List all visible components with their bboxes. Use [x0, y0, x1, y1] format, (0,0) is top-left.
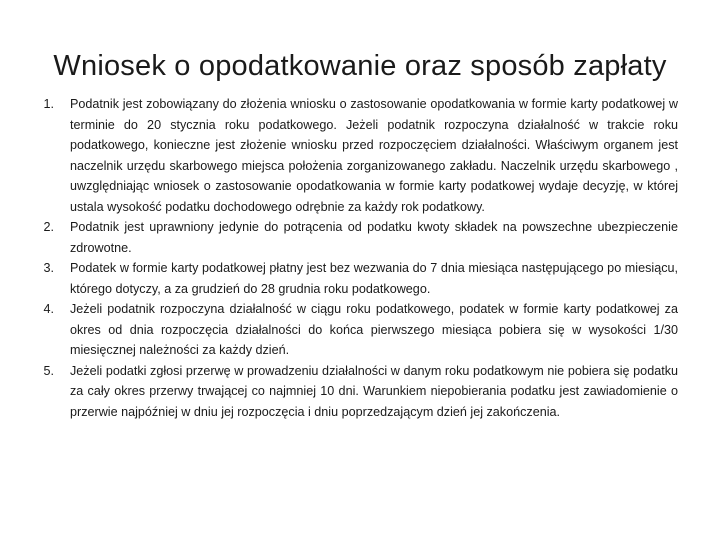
list-item: [14, 217, 678, 258]
slide-title: Wniosek o opodatkowanie oraz sposób zapłaty: [53, 50, 667, 82]
list-item-text: Jeżeli podatki zgłosi przerwę w prowadzeniu działalności w danym roku podatkowym nie pobiera się podatku za cały okres przerwy trwającej co najmniej 10 dni. Warunkiem niepobierania podatku jest zawiadomienie o przerwie najpóźniej w dniu jej rozpoczęcia i dniu poprzedzającym dzień jej zakończenia.: [70, 363, 678, 419]
list-item-number: 4.: [43, 302, 54, 316]
list-item-number: 2.: [43, 220, 54, 234]
list-item: [14, 258, 678, 299]
list-item-text: Podatek w formie karty podatkowej płatny jest bez wezwania do 7 dnia miesiąca następującego po miesiącu, którego dotyczy, a za grudzień do 28 grudnia roku podatkowego.: [70, 261, 678, 296]
list-item-number: 5.: [43, 363, 54, 378]
list-item: [14, 361, 678, 423]
numbered-list: [14, 94, 678, 422]
list-item-number: 3.: [43, 261, 54, 275]
list-item-text: Jeżeli podatnik rozpoczyna działalność w ciągu roku podatkowego, podatek w formie karty podatkowej za okres od dnia rozpoczęcia działalności do końca pierwszego miesiąca pobiera się w wysokości 1/30 miesięcznej należności za każdy dzień.: [70, 302, 678, 357]
list-item-text: Podatnik jest zobowiązany do złożenia wniosku o zastosowanie opodatkowania w formie karty podatkowej w terminie do 20 stycznia roku podatkowego. Jeżeli podatnik rozpoczyna działalność w trakcie roku podatkowego, konieczne jest złożenie wniosku przed rozpoczęciem działalności. Właściwym organem jest naczelnik urzędu skarbowego miejsca położenia zorganizowanego zakładu. Naczelnik urzędu skarbowego , uwzględniając wniosek o zastosowanie opodatkowania w formie karty podatkowej wydaje decyzję, w której ustala wysokość podatku dochodowego odrębnie za każdy rok podatkowy.: [70, 97, 678, 214]
list-item-text: Podatnik jest uprawniony jedynie do potrącenia od podatku kwoty składek na powszechne ubezpieczenie zdrowotne.: [70, 220, 678, 255]
list-item-number: 1.: [43, 97, 54, 111]
list-item: [14, 299, 678, 361]
list-item: [14, 94, 678, 217]
